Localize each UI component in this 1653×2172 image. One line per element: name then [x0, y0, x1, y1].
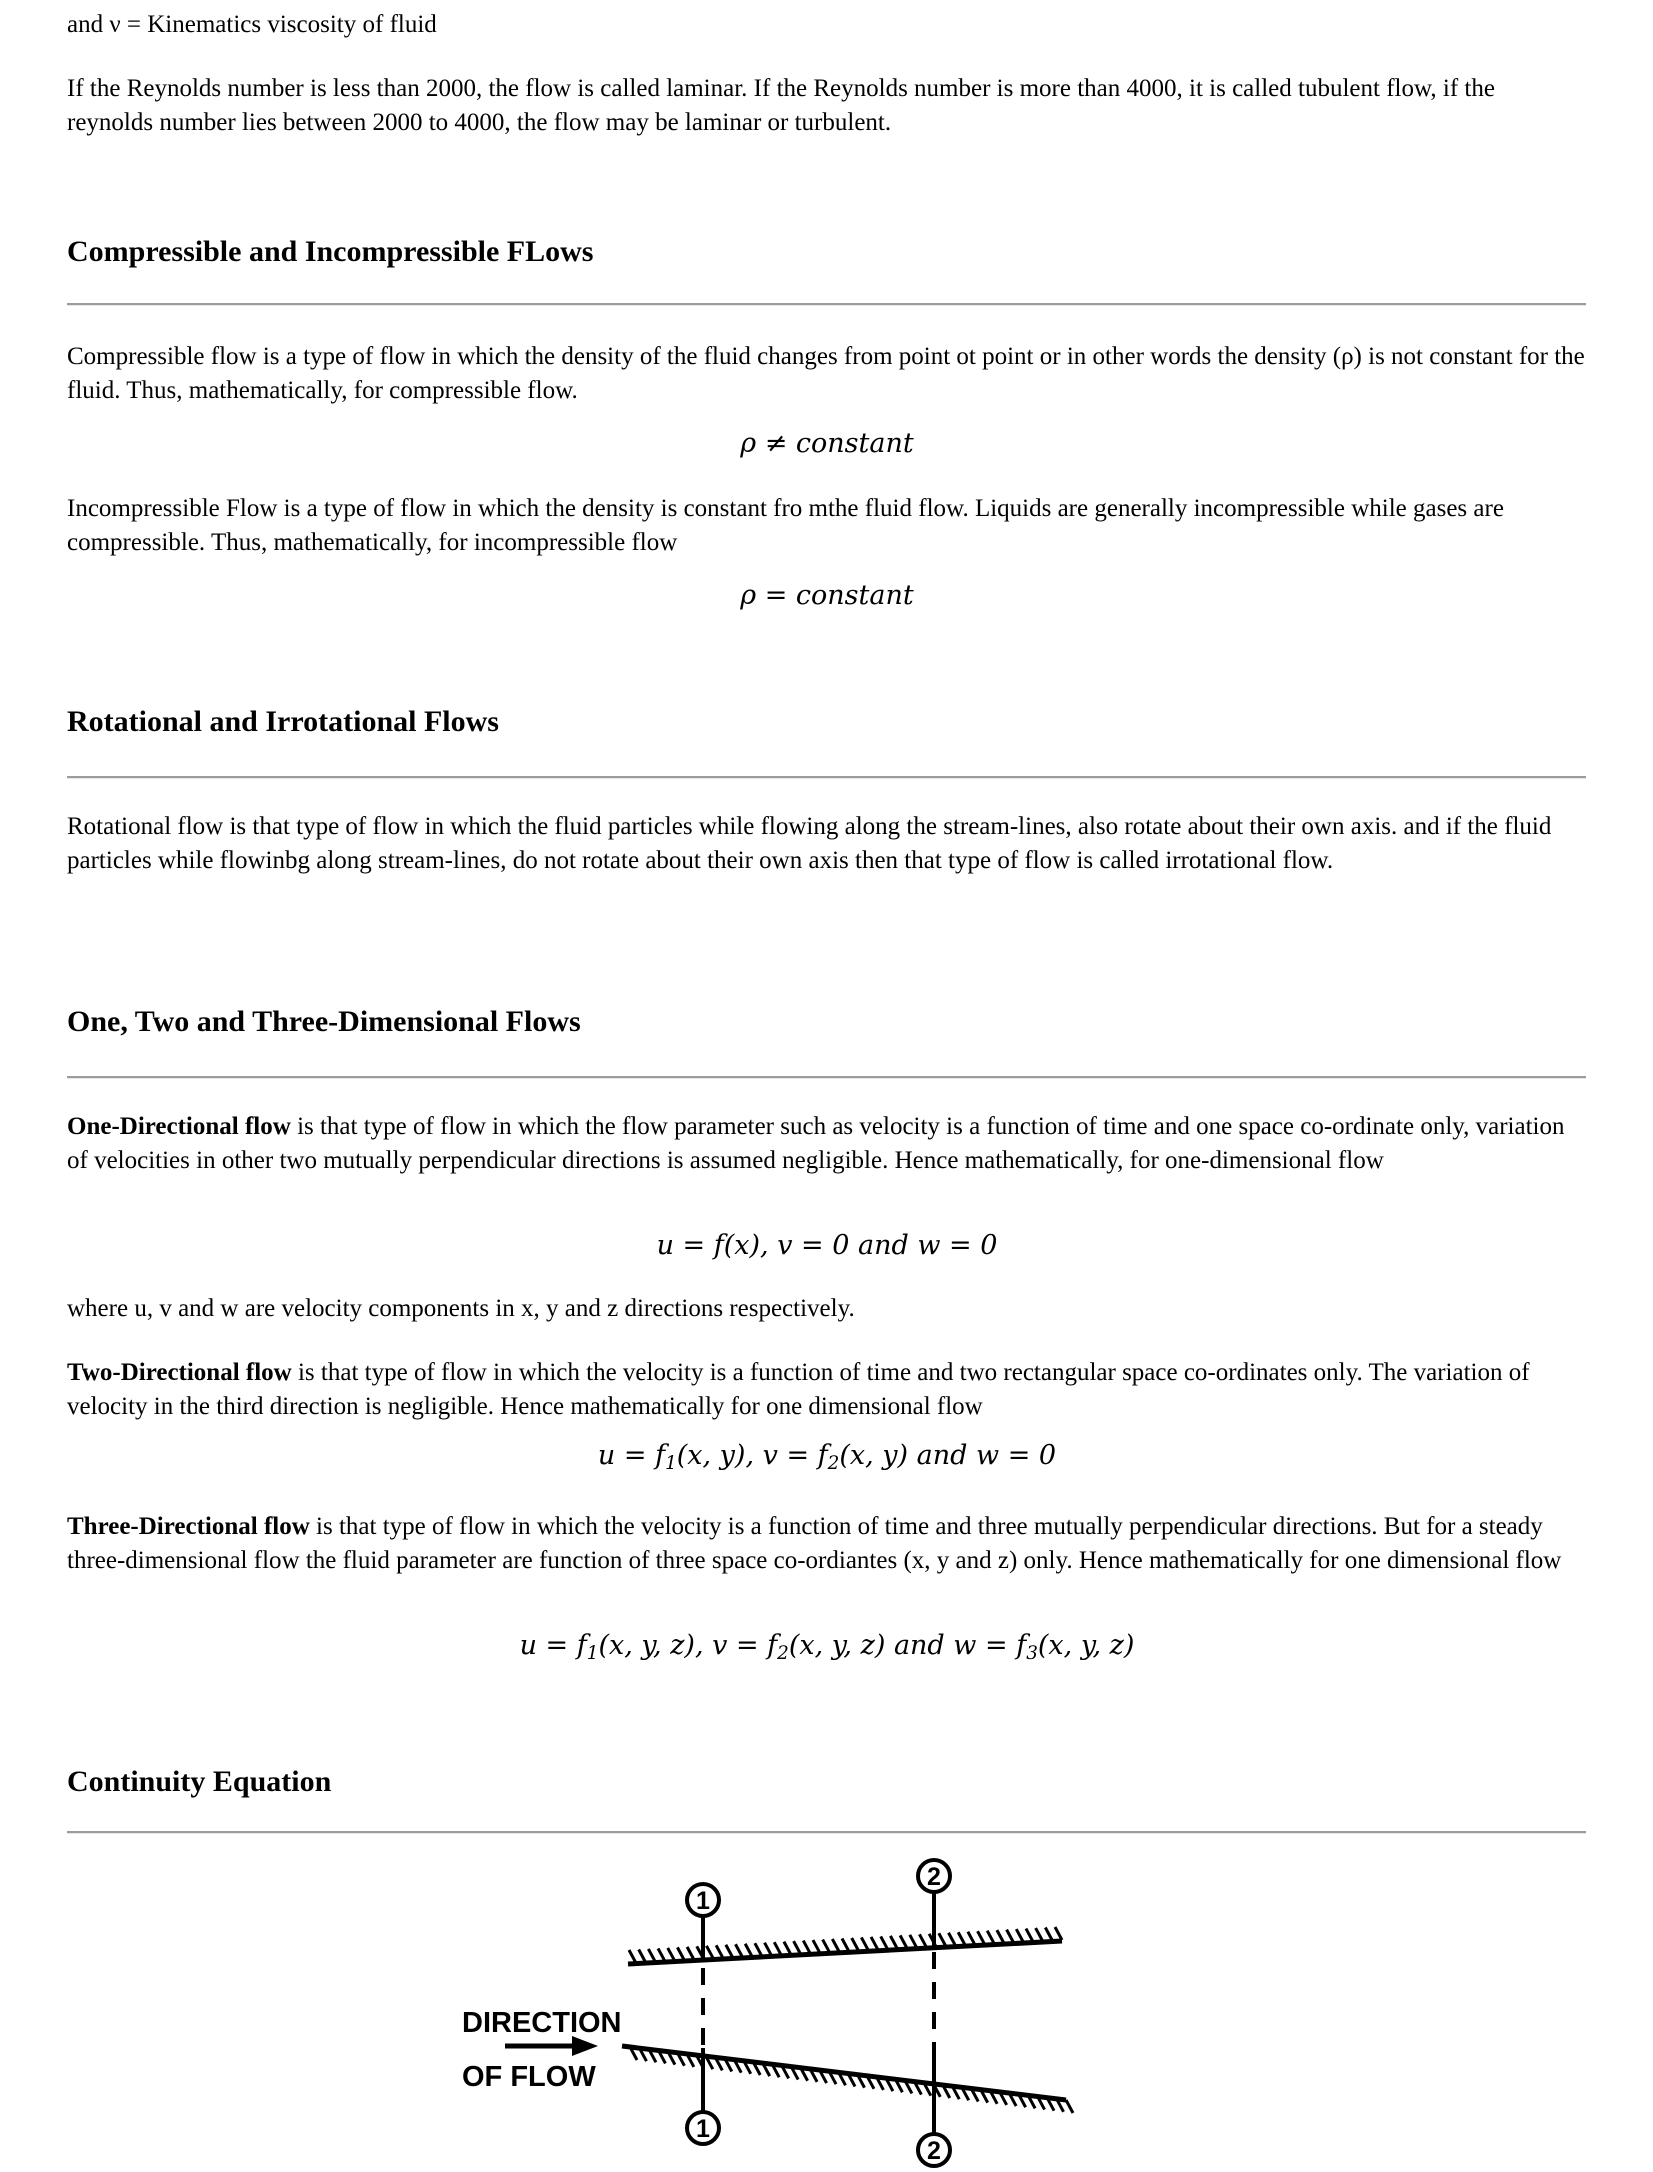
section2-top-label: 2	[927, 1863, 941, 1891]
formula-part: (x, y, z), v = f	[598, 1630, 778, 1661]
top-wall-hatch-tick	[668, 1948, 675, 1961]
top-wall-hatch-tick	[997, 1930, 1004, 1943]
top-wall-hatch-tick	[648, 1949, 655, 1962]
top-wall-hatch-tick	[949, 1933, 956, 1946]
top-wall-hatch-tick	[1036, 1928, 1043, 1941]
section-divider	[67, 1831, 1586, 1834]
formula-part: u = f	[519, 1630, 587, 1661]
formula-subscript: 3	[1026, 1643, 1038, 1664]
top-wall-hatch-tick	[639, 1949, 646, 1962]
kinematic-viscosity-line: and ν = Kinematics viscosity of fluid	[67, 11, 437, 38]
compressible-paragraph: Compressible flow is a type of flow in which the density of the fluid changes from point ot point or in other words the density (ρ) is not constant for the fluid. Thus, mathematically, for compressible flow.	[67, 343, 1585, 404]
bottom-wall-hatch-tick	[1066, 2100, 1073, 2113]
one-directional-lead: One-Directional flow	[67, 1113, 291, 1140]
top-wall-hatch-tick	[958, 1932, 965, 1945]
top-wall-hatch-tick	[736, 1944, 743, 1957]
two-directional-lead: Two-Directional flow	[67, 1359, 292, 1386]
incompressible-paragraph: Incompressible Flow is a type of flow in which the density is constant fro mthe fluid flow. Liquids are generally incompressible while gases are compressible. Thus, mathematically, for incompressible flow	[67, 495, 1504, 556]
section-divider	[67, 303, 1586, 306]
top-wall-hatch-tick	[939, 1933, 946, 1946]
top-wall-hatch-tick	[813, 1940, 820, 1953]
formula-one-dimensional: u = f(x), v = 0 and w = 0	[656, 1230, 998, 1261]
top-wall-hatch-tick	[832, 1939, 839, 1952]
top-wall-hatch-tick	[774, 1942, 781, 1955]
section1-bottom-label: 1	[696, 2115, 710, 2143]
formula-part: (x, y) and w = 0	[839, 1440, 1057, 1471]
top-wall-hatch-tick	[881, 1936, 888, 1949]
top-wall-hatch-tick	[687, 1947, 694, 1960]
formula-subscript: 1	[586, 1643, 599, 1664]
heading-dimensional-flows: One, Two and Three-Dimensional Flows	[67, 1005, 581, 1038]
top-wall-hatch-tick	[745, 1944, 752, 1957]
section-divider	[67, 776, 1586, 779]
top-wall-hatch-tick	[823, 1940, 830, 1953]
top-wall-hatch-tick	[784, 1942, 791, 1955]
top-wall-hatch-tick	[1055, 1927, 1062, 1940]
three-directional-lead: Three-Directional flow	[67, 1513, 310, 1540]
formula-two-dimensional	[67, 1440, 1587, 1474]
two-directional-paragraph	[67, 1356, 1587, 1424]
section2-bottom-label: 2	[927, 2137, 941, 2165]
top-wall-hatch-tick	[890, 1936, 897, 1949]
flow-arrow-head	[572, 2036, 598, 2056]
top-wall-hatch-tick	[852, 1938, 859, 1951]
formula-subscript: 2	[827, 1453, 840, 1474]
top-wall-hatch-tick	[726, 1945, 733, 1958]
top-wall-hatch-tick	[861, 1937, 868, 1950]
top-wall-hatch-tick	[919, 1934, 926, 1947]
two-directional-text: is that type of flow in which the velocity is a function of time and two rectangular space co-ordinates only. The variation of velocity in the third direction is negligible. Hence mathematically for one dimensional flow	[67, 1359, 1530, 1420]
three-directional-text: is that type of flow in which the velocity is a function of time and three mutually perpendicular directions. But for a steady three-dimensional flow the fluid parameter are function of three space co-ordiantes (x, y and z) only. Hence mathematically for one dimensional flow	[67, 1513, 1562, 1574]
formula-part: (x, y, z)	[1037, 1630, 1135, 1661]
three-directional-paragraph	[67, 1510, 1587, 1578]
where-uvw-line: where u, v and w are velocity components in x, y and z directions respectively.	[67, 1295, 855, 1322]
top-wall-hatch-tick	[1026, 1929, 1033, 1942]
formula-rho-constant: ρ = constant	[740, 580, 914, 611]
section1-top-label: 1	[696, 1887, 710, 1915]
formula-part: (x, y, z) and w = f	[788, 1630, 1027, 1661]
top-wall-hatch-tick	[900, 1935, 907, 1948]
formula-three-dimensional	[67, 1630, 1587, 1664]
top-wall-hatch-tick	[987, 1931, 994, 1944]
heading-rotational-irrotational: Rotational and Irrotational Flows	[67, 705, 499, 738]
top-wall-hatch-tick	[1016, 1929, 1023, 1942]
formula-part: (x, y), v = f	[676, 1440, 828, 1471]
formula-rho-not-constant: ρ ≠ constant	[740, 428, 914, 459]
continuity-duct-diagram	[430, 1840, 1130, 2172]
top-wall-hatch-tick	[765, 1943, 772, 1956]
direction-of-flow-label-line1: DIRECTION	[462, 2007, 622, 2039]
top-wall-hatch-tick	[658, 1948, 665, 1961]
one-directional-paragraph	[67, 1110, 1587, 1178]
top-wall-hatch-tick	[677, 1947, 684, 1960]
top-wall-hatch-tick	[794, 1941, 801, 1954]
top-wall-hatch-tick	[1007, 1930, 1014, 1943]
top-wall-hatch-tick	[706, 1946, 713, 1959]
top-wall-hatch-tick	[755, 1943, 762, 1956]
formula-subscript: 2	[777, 1643, 789, 1664]
section-divider	[67, 1076, 1586, 1079]
top-wall-hatch-tick	[716, 1945, 723, 1958]
top-wall-hatch-tick	[1045, 1928, 1052, 1941]
top-wall-hatch-tick	[978, 1931, 985, 1944]
formula-part: u = f	[597, 1440, 666, 1471]
top-wall-hatch-tick	[968, 1932, 975, 1945]
top-wall-hatch-tick	[871, 1937, 878, 1950]
top-wall-hatch-tick	[842, 1939, 849, 1952]
top-wall-hatch-tick	[803, 1941, 810, 1954]
one-directional-text: is that type of flow in which the flow parameter such as velocity is a function of time and one space co-ordinate only, variation of velocities in other two mutually perpendicular directions is assumed negligible. Hence mathematically, for one-dimensional flow	[67, 1113, 1565, 1174]
heading-compressible-incompressible: Compressible and Incompressible FLows	[67, 235, 594, 268]
heading-continuity-equation: Continuity Equation	[67, 1765, 332, 1798]
rotational-paragraph: Rotational flow is that type of flow in which the fluid particles while flowing along the stream-lines, also rotate about their own axis. and if the fluid particles while flowinbg along stream-lines, do not rotate about their own axis then that type of flow is called irrotational flow.	[67, 813, 1552, 874]
formula-subscript: 1	[665, 1453, 677, 1474]
top-wall-hatch-tick	[629, 1950, 636, 1963]
direction-of-flow-label-line2: OF FLOW	[462, 2061, 596, 2093]
reynolds-paragraph: If the Reynolds number is less than 2000, the flow is called laminar. If the Reynolds number is more than 4000, it is called tubulent flow, if the reynolds number lies between 2000 to 4000, the flow may be laminar or turbulent.	[67, 75, 1495, 136]
top-wall-hatch-tick	[910, 1935, 917, 1948]
